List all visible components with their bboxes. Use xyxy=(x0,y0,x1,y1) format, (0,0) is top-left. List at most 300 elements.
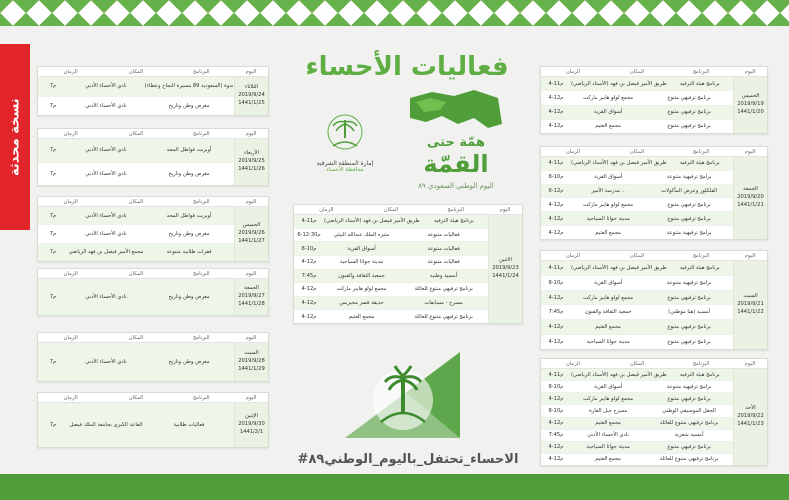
header-program: البرنامج xyxy=(692,252,710,259)
time-cell: 8-10م xyxy=(548,383,564,390)
schedule-card xyxy=(37,66,269,116)
program-cell: برنامج ترفيهي متنوع xyxy=(667,201,711,208)
place-cell: مجمع العثيم xyxy=(595,229,621,236)
time-cell: 4-11م xyxy=(548,264,564,271)
day-line: الأربعاء xyxy=(244,150,259,157)
day-line: 1441/1/25 xyxy=(238,99,265,106)
time-cell: 8-10م xyxy=(548,407,564,414)
program-cell: برنامج ترفيهي متنوع xyxy=(667,123,711,130)
day-cell xyxy=(234,403,268,447)
logo-top-text: همّة حتى xyxy=(427,135,485,150)
program-cell: برنامج هيئة الترفيه xyxy=(679,80,720,87)
day-line: الجمعة xyxy=(244,285,259,292)
table-row xyxy=(294,242,488,256)
time-cell: 4-12م xyxy=(548,94,564,101)
card-rows xyxy=(541,261,733,349)
header-time: الزمان xyxy=(565,360,581,367)
header-program: البرنامج xyxy=(193,68,210,75)
day-line: 1441/1/28 xyxy=(238,300,265,307)
time-cell: 4-12م xyxy=(301,313,317,320)
table-row xyxy=(38,163,234,186)
national-day-logo xyxy=(402,88,510,194)
program-cell: معرض وطن وتاريخ xyxy=(168,294,210,300)
header-place: المكان xyxy=(383,206,399,213)
table-row xyxy=(38,77,234,97)
table-row xyxy=(38,207,234,225)
program-cell: برنامج ترفيهي متنوع xyxy=(667,324,711,331)
time-cell: 4-12م xyxy=(548,339,564,346)
program-cell: برنامج ترفيهي متنوع للعائلة xyxy=(414,286,473,293)
place-cell: طريق الأمير فيصل بن فهد (الأستاد الرياضي) xyxy=(324,218,420,225)
bottom-band xyxy=(0,474,789,500)
schedule-card xyxy=(37,128,269,186)
card-rows xyxy=(38,77,234,115)
program-cell: برامج ترفيهية متنوعة xyxy=(666,229,712,236)
header-day: اليوم xyxy=(744,252,756,259)
program-cell: أمسية وطنية xyxy=(429,272,458,279)
card-header xyxy=(38,197,268,207)
time-cell: 4-12م xyxy=(301,300,317,307)
program-cell: فقرات طلابية متنوعة xyxy=(166,249,212,256)
logo-big-text: القمّة xyxy=(423,150,489,178)
schedule-card xyxy=(37,392,269,448)
table-row xyxy=(541,430,733,442)
header-place: المكان xyxy=(128,198,144,205)
place-cell: مجمع الأمير فيصل بن فهد الرياضي xyxy=(68,249,144,256)
program-cell: برامج ترفيهية متنوعة xyxy=(666,383,712,390)
place-cell: أسواق القرية xyxy=(593,109,623,116)
program-cell: برنامج هيئة الترفيه xyxy=(679,371,720,378)
schedule-card xyxy=(37,332,269,382)
schedule-card xyxy=(540,358,768,466)
day-cell xyxy=(234,343,268,381)
header-day: اليوم xyxy=(245,68,257,75)
time-cell: 8-10م xyxy=(548,174,564,181)
place-cell: مدينة جواثا السياحية xyxy=(586,444,630,451)
program-cell: معرض وطن وتاريخ xyxy=(168,230,210,237)
time-cell: 7م xyxy=(49,230,57,237)
day-line: الاثنين xyxy=(499,257,512,264)
day-cell xyxy=(488,215,522,323)
table-row xyxy=(294,270,488,284)
program-cell: معرض وطن وتاريخ xyxy=(168,170,210,177)
table-row xyxy=(294,283,488,297)
day-line: 2019/9/19 xyxy=(737,101,764,108)
time-cell: 7:45م xyxy=(301,272,317,279)
time-cell: 4-12م xyxy=(548,123,564,130)
place-cell: جمعية الثقافة والفنون xyxy=(338,272,385,279)
header-time: الزمان xyxy=(565,252,581,259)
table-row xyxy=(541,120,733,133)
time-cell: 4-11م xyxy=(548,371,564,378)
table-row xyxy=(541,157,733,171)
place-cell: طريق الأمير فيصل بن فهد (الأستاد الرياضي) xyxy=(571,80,667,87)
schedule-card xyxy=(293,204,523,324)
table-row xyxy=(541,291,733,306)
program-cell: برامج ترفيهية متنوعة xyxy=(666,174,712,181)
place-cell: مجمع العثيم xyxy=(595,456,621,463)
day-line: الثلاثاء xyxy=(244,84,259,91)
place-cell: مجمع لولو هايبر ماركت xyxy=(583,94,634,101)
time-cell: 4-11م xyxy=(548,80,564,87)
place-cell: جمعية الثقافة والفنون xyxy=(584,309,632,316)
header-time: الزمان xyxy=(565,148,581,155)
time-cell: 4-12م xyxy=(548,444,564,451)
card-header xyxy=(38,393,268,403)
table-row xyxy=(541,454,733,465)
header-program: البرنامج xyxy=(692,68,710,75)
day-cell xyxy=(733,157,767,239)
hashtag-text: #الاحساء_تحتفل_باليوم_الوطني٨٩ xyxy=(297,452,519,467)
time-cell: 7م xyxy=(49,212,57,219)
header-day: اليوم xyxy=(744,148,756,155)
day-line: 2019/9/22 xyxy=(737,413,764,420)
table-row xyxy=(541,171,733,185)
table-row xyxy=(38,244,234,261)
header-day: اليوم xyxy=(744,68,756,75)
card-header xyxy=(541,67,767,77)
table-row xyxy=(294,229,488,243)
day-cell xyxy=(733,369,767,465)
header-place: المكان xyxy=(629,68,645,75)
saudi-emblem xyxy=(345,352,460,438)
place-cell: مجمع لولو هايبر ماركت xyxy=(336,286,387,293)
place-cell: نادي الأحساء الأدبي xyxy=(85,102,127,109)
header-place: المكان xyxy=(629,148,645,155)
header-place: المكان xyxy=(128,270,144,277)
table-row xyxy=(541,261,733,276)
program-cell: برنامج ترفيهي متنوع xyxy=(667,294,711,301)
header-program: البرنامج xyxy=(193,198,210,205)
program-cell: برنامج ترفيهي متنوع xyxy=(667,215,711,222)
day-line: 2019/9/21 xyxy=(737,301,764,308)
day-line: السبت xyxy=(743,293,758,300)
day-line: 1441/1/26 xyxy=(238,165,265,172)
day-line: الإثنين xyxy=(245,413,258,420)
header-program: البرنامج xyxy=(692,360,710,367)
day-line: 1441/1/29 xyxy=(238,365,265,372)
day-line: 2019/9/20 xyxy=(737,194,764,201)
logo-sub-text: اليوم الوطني السعودي ٨٩ xyxy=(418,182,494,190)
time-cell: 4-12م xyxy=(548,229,564,236)
program-cell: برنامج هيئة الترفيه xyxy=(433,218,474,225)
time-cell: 4-12م xyxy=(548,294,564,301)
header-place: المكان xyxy=(128,130,144,137)
program-cell: الحفل الموسيقي الوطني xyxy=(662,407,716,414)
header-program: البرنامج xyxy=(193,334,210,341)
place-cell: نادي الأحساء الأدبي xyxy=(587,432,629,439)
place-cell: متنزه الملك عبدالله البيئي xyxy=(333,231,390,238)
place-cell: أسواق القرية xyxy=(347,245,376,252)
table-row xyxy=(541,185,733,199)
card-rows xyxy=(541,157,733,239)
page-title: فعاليات الأحساء xyxy=(305,52,509,82)
governorate-logo xyxy=(305,112,385,180)
program-cell: أمسية شعرية xyxy=(674,432,704,439)
table-row xyxy=(294,256,488,270)
place-cell: نادي الأحساء الأدبي xyxy=(85,212,127,219)
header-time: الزمان xyxy=(63,334,78,341)
time-cell: 7م xyxy=(49,170,57,177)
card-header xyxy=(294,205,522,215)
card-rows xyxy=(294,215,488,323)
program-cell: برنامج ترفيهي متنوع للعائلة xyxy=(414,313,473,320)
place-cell: مدينة جواثا السياحية xyxy=(586,339,630,346)
header-place: المكان xyxy=(128,68,144,75)
place-cell: مدينة جواثا السياحية xyxy=(586,215,630,222)
day-line: 2019/9/30 xyxy=(238,421,265,428)
place-cell: مجمع العثيم xyxy=(595,123,621,130)
table-row xyxy=(541,226,733,239)
time-cell: 4-11م xyxy=(301,218,317,225)
time-cell: 4-12م xyxy=(548,420,564,427)
table-row xyxy=(541,320,733,335)
table-row xyxy=(541,393,733,405)
governorate-sub: محافظة الأحساء xyxy=(326,167,364,173)
place-cell: نادي الأحساء الأدبي xyxy=(85,170,127,177)
card-rows xyxy=(38,139,234,185)
card-rows xyxy=(38,343,234,381)
place-cell: نادي الأحساء الأدبي xyxy=(85,359,127,365)
place-cell: نادي الأحساء الأدبي xyxy=(85,294,127,300)
place-cell: حديقة قصر محيريس xyxy=(339,300,384,307)
header-day: اليوم xyxy=(245,130,257,137)
place-cell: مجمع العثيم xyxy=(595,324,621,331)
day-line: 1441/1/27 xyxy=(238,237,265,244)
place-cell: أسواق القرية xyxy=(593,383,623,390)
time-cell: 4-12م xyxy=(548,456,564,463)
program-cell: برامج ترفيهية متنوعة xyxy=(666,279,712,286)
program-cell: برنامج ترفيهي متنوع xyxy=(667,395,711,402)
place-cell: أسواق القرية xyxy=(593,174,623,181)
header-time: الزمان xyxy=(63,130,78,137)
time-cell: 6-12:30م xyxy=(297,231,321,238)
schedule-card xyxy=(540,66,768,134)
day-line: الأحد xyxy=(745,405,756,412)
time-cell: 4-12م xyxy=(548,109,564,116)
place-cell: مجمع لولو هايبر ماركت xyxy=(583,201,634,208)
place-cell: مجمع لولو هايبر ماركت xyxy=(583,294,634,301)
day-line: الخميس xyxy=(242,222,261,229)
program-cell: برنامج ترفيهي متنوع للعائلة xyxy=(659,420,719,427)
place-cell: مسرح جبل القارة xyxy=(589,407,628,414)
day-line: 1441/2/1 xyxy=(239,428,264,435)
header-day: اليوم xyxy=(245,334,257,341)
header-day: اليوم xyxy=(744,360,756,367)
table-row xyxy=(294,297,488,311)
card-header xyxy=(541,147,767,157)
table-row xyxy=(541,198,733,212)
header-day: اليوم xyxy=(245,198,257,205)
table-row xyxy=(38,97,234,116)
time-cell: 8-10م xyxy=(301,245,317,252)
day-line: 2019/9/26 xyxy=(238,230,265,237)
time-cell: 7م xyxy=(49,83,57,90)
card-rows xyxy=(541,369,733,465)
program-cell: فعاليات متنوعة xyxy=(427,245,460,252)
place-cell: مجمع العثيم xyxy=(348,313,375,320)
program-cell: برنامج هيئة الترفيه xyxy=(679,264,720,271)
place-cell: طريق الأمير فيصل بن فهد (الأستاد الرياضي) xyxy=(571,371,667,378)
header-time: الزمان xyxy=(63,270,78,277)
table-row xyxy=(541,418,733,430)
top-pattern-band xyxy=(0,0,789,26)
card-header xyxy=(38,67,268,77)
schedule-card xyxy=(540,146,768,240)
day-line: 1441/1/21 xyxy=(737,201,764,208)
day-cell xyxy=(733,261,767,349)
day-cell xyxy=(234,207,268,261)
table-row xyxy=(294,310,488,323)
table-row xyxy=(541,106,733,120)
place-cell: نادي الأحساء الأدبي xyxy=(85,147,127,154)
program-cell: أوبريت فواطل المجد xyxy=(166,147,212,154)
card-header xyxy=(38,333,268,343)
schedule-card xyxy=(540,250,768,350)
table-row xyxy=(541,212,733,226)
header-place: المكان xyxy=(128,334,144,341)
program-cell: أمسية (هنا موطني) xyxy=(668,309,711,316)
card-rows xyxy=(38,403,234,447)
card-header xyxy=(541,359,767,369)
header-day: اليوم xyxy=(245,270,257,277)
time-cell: 8-10م xyxy=(548,279,564,286)
header-time: الزمان xyxy=(63,68,78,75)
time-cell: 4-12م xyxy=(548,324,564,331)
program-cell: برنامج ترفيهي متنوع xyxy=(667,444,711,451)
day-line: الخميس xyxy=(741,93,760,100)
place-cell: مدرسة الأمير .. xyxy=(591,188,625,195)
day-line: السبت xyxy=(244,350,259,357)
program-cell: برنامج ترفيهي متنوع xyxy=(667,339,711,346)
header-program: البرنامج xyxy=(193,394,210,401)
program-cell: برنامج ترفيهي متنوع للعائلة xyxy=(659,456,719,463)
day-line: 1441/1/24 xyxy=(492,272,519,279)
program-cell: ندوة (السعودية 89 مسيرة النجاح وعطاء) xyxy=(144,83,234,90)
program-cell: معرض وطن وتاريخ xyxy=(168,359,210,365)
time-cell: 4-12م xyxy=(301,259,317,266)
place-cell: مجمع لولو هايبر ماركت xyxy=(583,395,634,402)
place-cell: طريق الأمير فيصل بن فهد (الأستاد الرياضي) xyxy=(571,160,667,167)
time-cell: 4-12م xyxy=(301,286,317,293)
day-cell xyxy=(234,77,268,115)
palm-swords-icon xyxy=(305,112,385,156)
day-line: 1441/1/22 xyxy=(737,308,764,315)
card-header xyxy=(38,129,268,139)
header-day: اليوم xyxy=(245,394,257,401)
table-row xyxy=(541,335,733,349)
day-line: 1441/1/23 xyxy=(737,420,764,427)
place-cell: طريق الأمير فيصل بن فهد (الأستاد الرياضي) xyxy=(571,264,667,271)
program-cell: الفلكلور وعرض المأكولات xyxy=(661,188,717,195)
time-cell: 7م xyxy=(49,359,57,365)
header-program: البرنامج xyxy=(193,270,210,277)
day-line: 1441/1/20 xyxy=(737,108,764,115)
day-cell xyxy=(733,77,767,133)
card-rows xyxy=(38,207,234,261)
updated-version-tab: نسخة محدثة xyxy=(0,44,30,230)
header-program: البرنامج xyxy=(447,206,464,213)
header-time: الزمان xyxy=(63,198,78,205)
table-row xyxy=(541,381,733,393)
header-day: اليوم xyxy=(499,206,511,213)
table-row xyxy=(541,276,733,291)
program-cell: معرض وطن وتاريخ xyxy=(168,102,210,109)
header-time: الزمان xyxy=(319,206,334,213)
day-line: 2019/9/23 xyxy=(492,265,519,272)
table-row xyxy=(541,91,733,105)
header-time: الزمان xyxy=(63,394,78,401)
schedule-card xyxy=(37,196,269,262)
header-program: البرنامج xyxy=(692,148,710,155)
time-cell: 4-12م xyxy=(548,201,564,208)
program-cell: برنامج ترفيهي متنوع xyxy=(667,94,711,101)
table-row xyxy=(38,343,234,381)
day-line: 2019/9/24 xyxy=(238,92,265,99)
day-line: 2019/9/28 xyxy=(238,358,265,365)
header-program: البرنامج xyxy=(193,130,210,137)
header-place: المكان xyxy=(128,394,144,401)
time-cell: 7:45م xyxy=(548,432,564,439)
table-row xyxy=(541,77,733,91)
place-cell: مجمع العثيم xyxy=(595,420,621,427)
program-cell: فعاليات طلابية xyxy=(173,422,205,428)
card-rows xyxy=(38,279,234,315)
day-line: 2019/9/25 xyxy=(238,158,265,165)
place-cell: القاعة الكبرى بجامعة الملك فيصل xyxy=(69,422,143,428)
time-cell: 4-11م xyxy=(548,160,564,167)
program-cell: فعاليات متنوعة xyxy=(427,231,460,238)
schedule-card xyxy=(37,268,269,316)
time-cell: 7م xyxy=(49,249,57,256)
time-cell: 7م xyxy=(49,102,57,109)
table-row xyxy=(38,139,234,163)
time-cell: 7م xyxy=(49,422,57,428)
header-time: الزمان xyxy=(565,68,581,75)
header-place: المكان xyxy=(629,360,645,367)
place-cell: أسواق القرية xyxy=(593,279,623,286)
table-row xyxy=(38,225,234,243)
governorate-name: إمارة المنطقة الشرقية xyxy=(316,160,374,167)
day-cell xyxy=(234,279,268,315)
time-cell: 6-12م xyxy=(548,188,564,195)
place-cell: نادي الأحساء الأدبي xyxy=(85,230,127,237)
day-line: الجمعة xyxy=(743,186,758,193)
table-row xyxy=(541,442,733,454)
card-rows xyxy=(541,77,733,133)
day-cell xyxy=(234,139,268,185)
card-header xyxy=(541,251,767,261)
table-row xyxy=(294,215,488,229)
program-cell: مسرح - مسابقات xyxy=(424,300,463,307)
table-row xyxy=(541,305,733,320)
table-row xyxy=(541,369,733,381)
program-cell: أوبريت فواطل المجد xyxy=(166,212,212,219)
time-cell: 7م xyxy=(49,294,57,300)
header-place: المكان xyxy=(629,252,645,259)
table-row xyxy=(541,405,733,417)
place-cell: نادي الأحساء الأدبي xyxy=(85,83,127,90)
table-row xyxy=(38,403,234,447)
time-cell: 7م xyxy=(49,147,57,154)
program-cell: فعاليات متنوعة xyxy=(427,259,460,266)
day-line: 2019/9/27 xyxy=(238,293,265,300)
time-cell: 7:45م xyxy=(548,309,564,316)
time-cell: 4-12م xyxy=(548,215,564,222)
table-row xyxy=(38,279,234,315)
program-cell: برنامج هيئة الترفيه xyxy=(679,160,720,167)
place-cell: مدينة جواثا السياحية xyxy=(339,259,384,266)
